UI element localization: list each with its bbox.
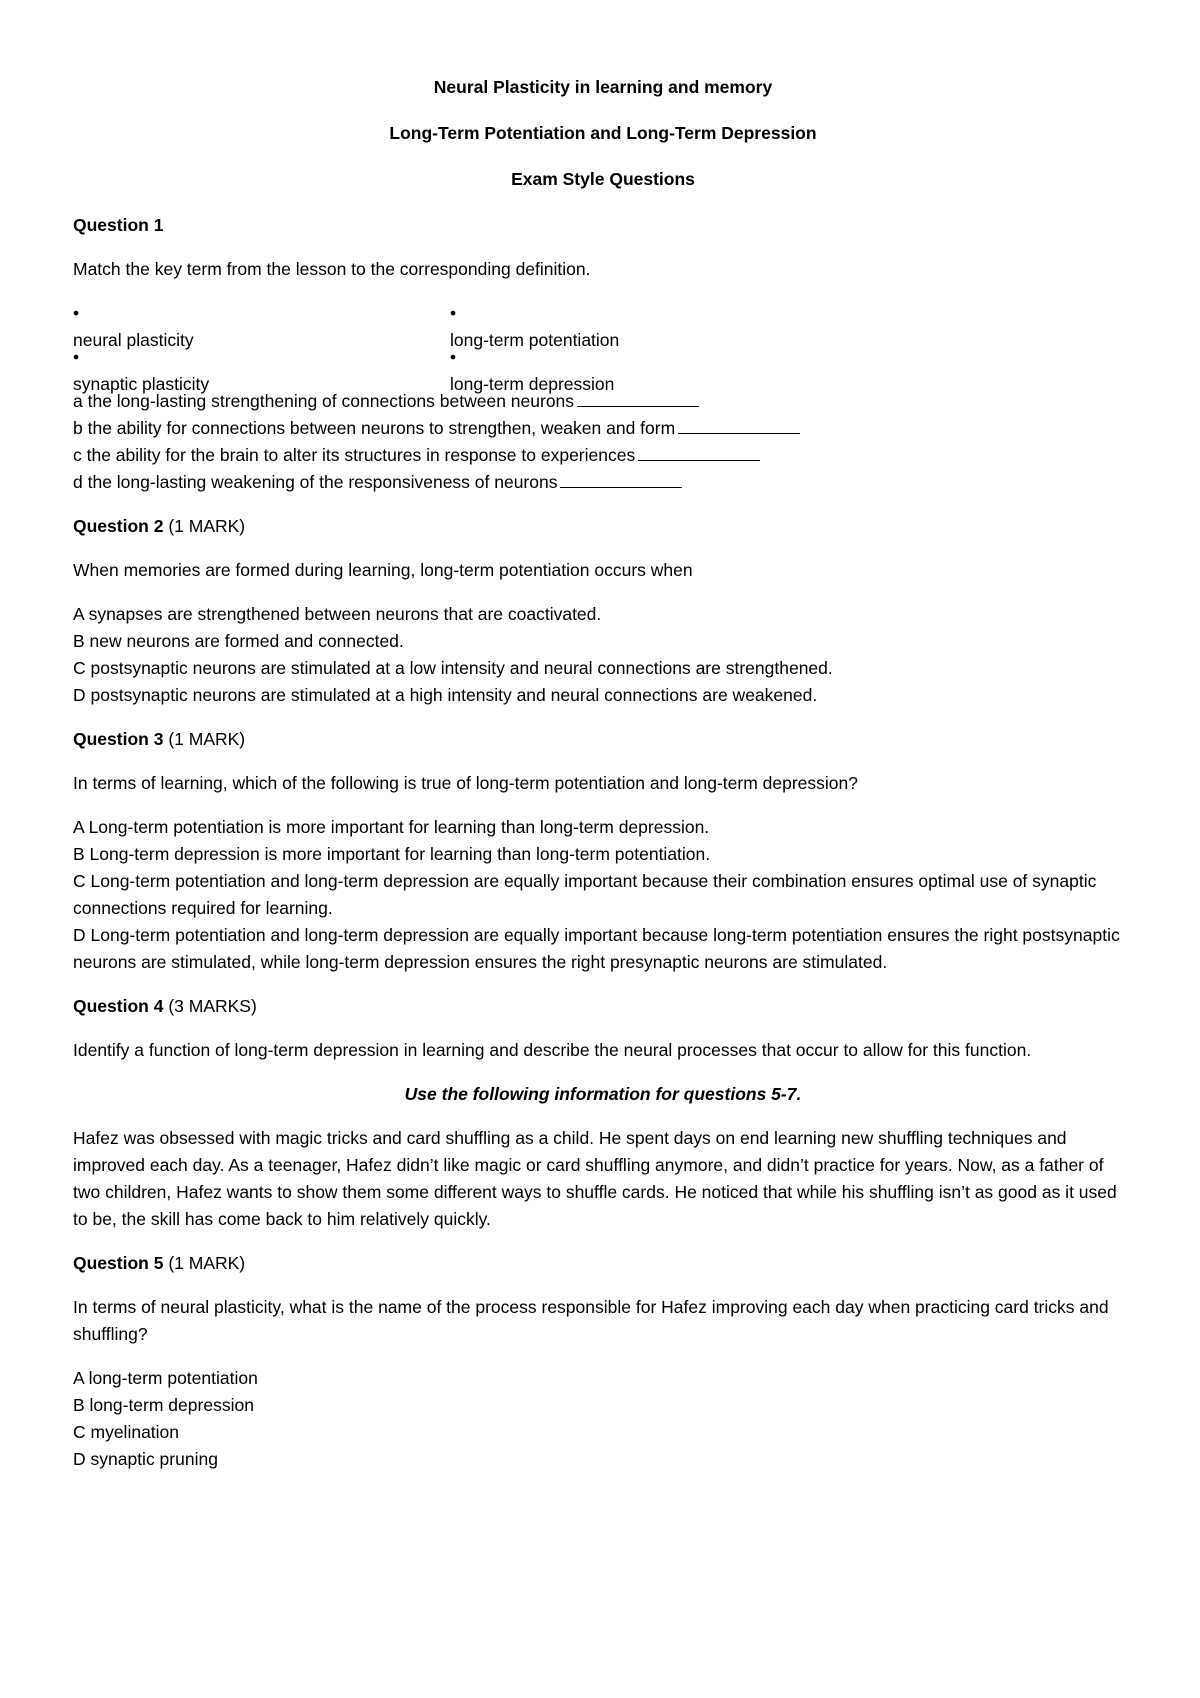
answer-blank[interactable] [678, 416, 800, 434]
answer-blank[interactable] [560, 470, 682, 488]
question-5-options [73, 1365, 1133, 1473]
definition-item [73, 469, 1133, 496]
document-title: Neural Plasticity in learning and memory [433, 77, 773, 97]
definition-item [73, 442, 1133, 469]
question-4-prompt: Identify a function of long-term depression in learning and describe the neural processes that occur to allow for this function. [73, 1040, 1032, 1060]
question-5-prompt: In terms of neural plasticity, what is the name of the process responsible for Hafez improving each day when practicing card tricks and shuffling? [73, 1297, 1109, 1344]
bullet-icon: • [73, 303, 80, 323]
question-3-prompt: In terms of learning, which of the following is true of long-term potentiation and long-term depression? [73, 773, 859, 793]
question-3-label: Question 3 [73, 729, 164, 749]
definition-item [73, 388, 1133, 415]
definition-text: b the ability for connections between neurons to strengthen, weaken and form [73, 418, 676, 438]
bullet-icon: • [450, 347, 457, 367]
answer-option[interactable]: B Long-term depression is more important for learning than long-term potentiation. [73, 844, 711, 864]
question-2-heading [73, 513, 1133, 557]
question-1-heading [73, 212, 1133, 256]
definition-text: c the ability for the brain to alter its structures in response to experiences [73, 445, 636, 465]
answer-option[interactable]: A synapses are strengthened between neurons that are coactivated. [73, 604, 602, 624]
question-3-marks: (1 MARK) [168, 729, 246, 749]
answer-blank[interactable] [638, 443, 760, 461]
question-3-heading [73, 726, 1133, 770]
question-5-heading [73, 1250, 1133, 1294]
key-term-item [73, 344, 450, 394]
question-2-marks: (1 MARK) [168, 516, 246, 536]
document-subtitle: Long-Term Potentiation and Long-Term Depression [389, 123, 817, 143]
scenario-passage: Hafez was obsessed with magic tricks and card shuffling as a child. He spent days on end learning new shuffling techniques and improved each day. As a teenager, Hafez didn’t like magic or card shuffling anymore, and didn’t practice for years. Now, as a father of two children, Hafez wants to show them some different ways to shuffle cards. He noticed that while his shuffling isn’t as good as it used to be, the skill has come back to him relatively quickly. [73, 1128, 1117, 1229]
key-term-text: long-term depression [450, 374, 615, 394]
question-2-prompt: When memories are formed during learning, long-term potentiation occurs when [73, 560, 693, 580]
answer-option[interactable]: B new neurons are formed and connected. [73, 631, 404, 651]
answer-option[interactable]: C postsynaptic neurons are stimulated at a low intensity and neural connections are strengthened. [73, 658, 833, 678]
key-term-text: long-term potentiation [450, 330, 620, 350]
question-3-options [73, 814, 1133, 976]
answer-option[interactable]: C Long-term potentiation and long-term depression are equally important because their combination ensures optimal use of synaptic connections required for learning. [73, 871, 1097, 918]
definition-text: d the long-lasting weakening of the responsiveness of neurons [73, 472, 558, 492]
key-term-item [73, 300, 450, 350]
bullet-icon: • [73, 347, 80, 367]
answer-option[interactable]: A Long-term potentiation is more important for learning than long-term depression. [73, 817, 710, 837]
answer-option[interactable]: B long-term depression [73, 1395, 254, 1415]
question-1-label: Question 1 [73, 215, 164, 235]
key-term-item [450, 300, 850, 350]
question-5-label: Question 5 [73, 1253, 164, 1273]
question-1-prompt: Match the key term from the lesson to the corresponding definition. [73, 259, 591, 279]
answer-option[interactable]: A long-term potentiation [73, 1368, 258, 1388]
definition-text: a the long-lasting strengthening of connections between neurons [73, 391, 575, 411]
answer-option[interactable]: D synaptic pruning [73, 1449, 218, 1469]
question-2-label: Question 2 [73, 516, 164, 536]
worksheet-body [73, 74, 1133, 1490]
document-section-title: Exam Style Questions [511, 169, 695, 189]
key-term-text: neural plasticity [73, 330, 194, 350]
question-2-options [73, 601, 1133, 709]
key-term-item [450, 344, 850, 394]
answer-blank[interactable] [577, 389, 699, 407]
question-4-marks: (3 MARKS) [168, 996, 257, 1016]
answer-option[interactable]: D postsynaptic neurons are stimulated at a high intensity and neural connections are weakened. [73, 685, 818, 705]
answer-option[interactable]: D Long-term potentiation and long-term depression are equally important because long-term potentiation ensures the right postsynaptic neurons are stimulated, while long-term depression ensures the right presynaptic neurons are stimulated. [73, 925, 1120, 972]
definition-item [73, 415, 1133, 442]
key-terms-list [73, 300, 1133, 394]
question-4-heading [73, 993, 1133, 1037]
question-5-marks: (1 MARK) [168, 1253, 246, 1273]
answer-option[interactable]: C myelination [73, 1422, 180, 1442]
definitions-list [73, 388, 1133, 496]
key-term-text: synaptic plasticity [73, 374, 210, 394]
bullet-icon: • [450, 303, 457, 323]
question-4-label: Question 4 [73, 996, 164, 1016]
info-intro: Use the following information for questions 5-7. [404, 1084, 802, 1104]
